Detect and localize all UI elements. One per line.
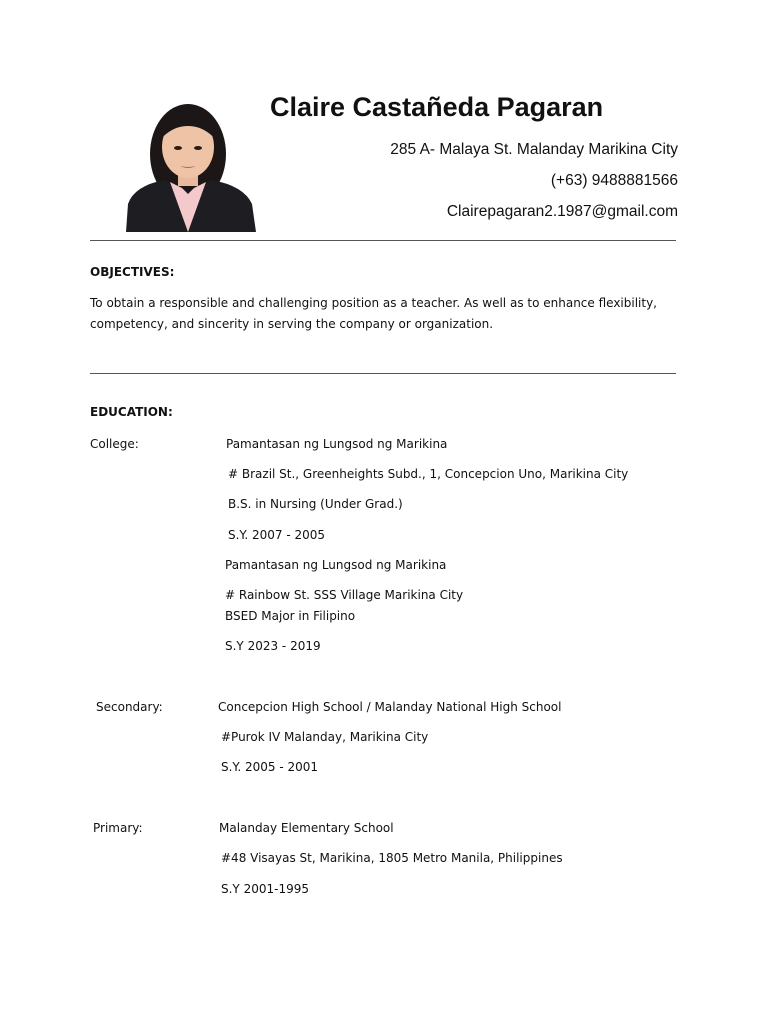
college-school-2: Pamantasan ng Lungsod ng Marikina	[225, 558, 447, 572]
divider-middle	[90, 373, 676, 374]
primary-year: S.Y 2001-1995	[221, 882, 309, 896]
college-address-2: # Rainbow St. SSS Village Marikina City	[225, 588, 464, 602]
secondary-label: Secondary:	[96, 700, 163, 714]
college-course-1: B.S. in Nursing (Under Grad.)	[228, 497, 403, 511]
college-year-1: S.Y. 2007 - 2005	[228, 528, 325, 542]
college-school-1: Pamantasan ng Lungsod ng Marikina	[226, 437, 448, 451]
objectives-heading: OBJECTIVES:	[90, 265, 175, 279]
college-course-2: BSED Major in Filipino	[225, 609, 356, 623]
email-address: Clairepagaran2.1987@gmail.com	[446, 203, 678, 220]
address: 285 A- Malaya St. Malanday Marikina City	[390, 141, 678, 158]
primary-school: Malanday Elementary School	[219, 821, 394, 835]
education-heading: EDUCATION:	[90, 405, 173, 419]
primary-address: #48 Visayas St, Marikina, 1805 Metro Manila, Philippines	[221, 851, 563, 865]
objectives-text: To obtain a responsible and challenging position as a teacher. As well as to enhance flexibility, competency, and sincerity in serving the company or organization.	[90, 296, 657, 331]
college-year-2: S.Y 2023 - 2019	[225, 639, 321, 653]
secondary-year: S.Y. 2005 - 2001	[221, 760, 318, 774]
secondary-address: #Purok IV Malanday, Marikina City	[221, 730, 429, 744]
applicant-name: Claire Castañeda Pagaran	[270, 92, 604, 122]
college-label: College:	[90, 437, 139, 451]
phone-number: (+63) 9488881566	[550, 172, 678, 189]
primary-label: Primary:	[93, 821, 143, 835]
profile-photo	[124, 92, 258, 232]
secondary-school: Concepcion High School / Malanday National High School	[218, 700, 562, 714]
college-address-1: # Brazil St., Greenheights Subd., 1, Concepcion Uno, Marikina City	[228, 467, 629, 481]
divider-top	[90, 240, 676, 241]
